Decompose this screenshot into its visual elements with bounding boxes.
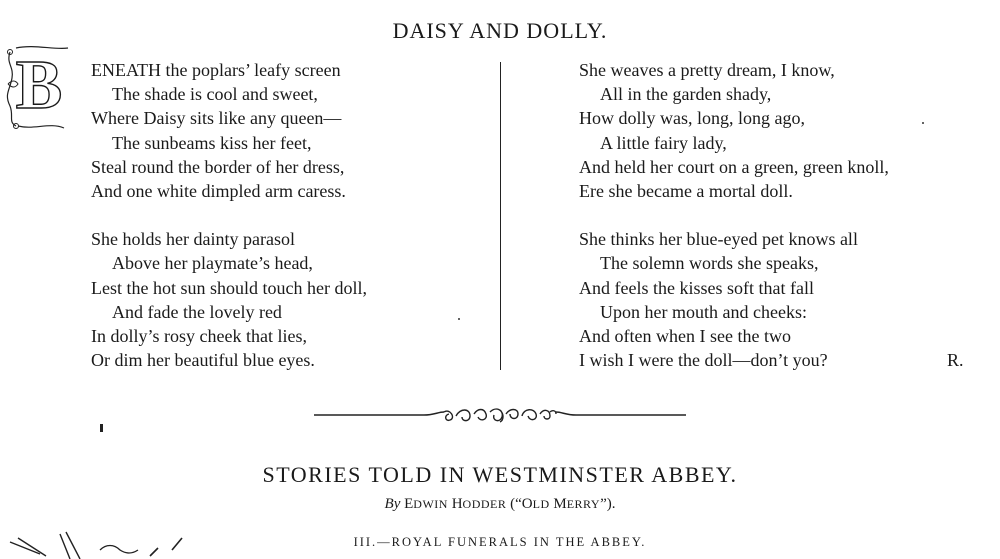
poem-line: All in the garden shady,	[600, 84, 772, 105]
poem-line: She weaves a pretty dream, I know,	[579, 60, 835, 80]
article-subheading: III.—ROYAL FUNERALS IN THE ABBEY.	[353, 535, 647, 549]
author-last-rest: ODDER	[462, 497, 507, 511]
poem-signature: R.	[947, 350, 964, 370]
poem-line: I wish I were the doll—don’t you?	[579, 350, 828, 371]
poem-line: The solemn words she speaks,	[600, 253, 819, 274]
stanza-gap	[91, 203, 367, 227]
poem-line: She thinks her blue-eyed pet knows all	[579, 229, 858, 250]
stanza-gap	[579, 203, 889, 227]
alias-open: (“	[510, 496, 522, 512]
poem-line: And feels the kisses soft that fall	[579, 277, 814, 298]
article-byline	[0, 496, 1000, 513]
print-speck	[922, 122, 924, 124]
poem-line: Upon her mouth and cheeks:	[600, 301, 807, 322]
poem-line: And one white dimpled arm caress.	[91, 181, 346, 202]
poem-line: The shade is cool and sweet,	[112, 84, 318, 105]
author-first-rest: DWIN	[413, 497, 448, 511]
column-divider	[500, 62, 501, 370]
poem-left-column	[91, 58, 367, 372]
poem-line: Lest the hot sun should touch her doll,	[91, 277, 367, 298]
print-speck	[458, 318, 460, 320]
alias-last-rest: ERRY	[566, 497, 601, 511]
poem-line: ENEATH the poplars’ leafy screen	[91, 60, 341, 80]
author-first-initial: E	[404, 496, 414, 512]
poem-title: DAISY AND DOLLY.	[392, 18, 608, 43]
poem-line: And fade the lovely red	[112, 301, 282, 322]
poem-line: Steal round the border of her dress,	[91, 156, 345, 177]
poem-line: A little fairy lady,	[600, 132, 727, 153]
poem-line: How dolly was, long, long ago,	[579, 108, 805, 129]
author-last-initial: H	[451, 496, 463, 512]
poem-line: Or dim her beautiful blue eyes.	[91, 350, 315, 371]
poem-line: The sunbeams kiss her feet,	[112, 132, 312, 153]
alias-last-initial: M	[553, 496, 567, 512]
alias-first-rest: LD	[532, 497, 550, 511]
print-speck	[100, 424, 103, 432]
poem-line: In dolly’s rosy cheek that lies,	[91, 326, 307, 347]
poem-line: And held her court on a green, green knoll,	[579, 156, 889, 177]
alias-close: ”).	[600, 496, 616, 512]
alias-first-initial: O	[521, 496, 533, 512]
ornamental-flourish-divider	[314, 400, 686, 430]
poem-line: And often when I see the two	[579, 326, 791, 347]
poem-line: Where Daisy sits like any queen—	[91, 108, 342, 129]
drop-cap-letter: B	[15, 47, 63, 124]
poem-line: She holds her dainty parasol	[91, 229, 295, 250]
illustration-fragment	[0, 520, 200, 559]
poem-right-column	[579, 58, 889, 372]
article-heading: STORIES TOLD IN WESTMINSTER ABBEY.	[262, 462, 738, 487]
poem-line: Above her playmate’s head,	[112, 253, 313, 274]
byline-prefix: By	[384, 496, 401, 512]
poem-line: Ere she became a mortal doll.	[579, 181, 793, 202]
